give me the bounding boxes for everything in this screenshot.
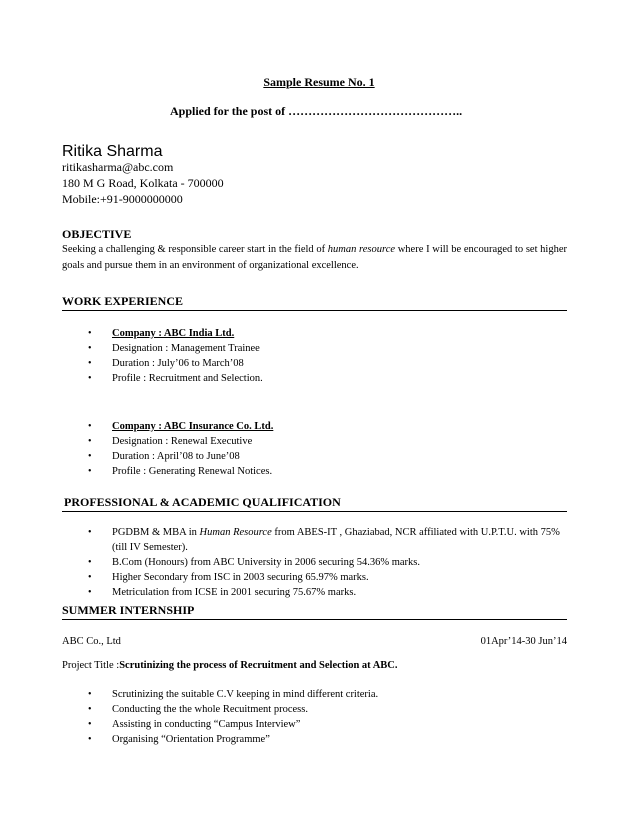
section-divider (62, 511, 567, 512)
objective-text-start: Seeking a challenging & responsible career start in the field of (62, 244, 328, 255)
list-item (88, 449, 568, 464)
objective-heading: OBJECTIVE (62, 227, 132, 241)
job-company: Company : ABC India Ltd. (112, 328, 235, 339)
job-profile: Profile : Generating Renewal Notices. (112, 466, 273, 477)
mobile-text: Mobile:+91-9000000000 (62, 192, 183, 206)
email-text: ritikasharma@abc.com (62, 160, 174, 174)
list-item (88, 341, 568, 356)
internship-points-list (88, 687, 568, 747)
internship-company-row (62, 636, 567, 647)
objective-text-emphasis: human resource (327, 244, 396, 255)
list-item (88, 356, 568, 371)
list-item (88, 717, 568, 732)
qualification-text: Metriculation from ICSE in 2001 securing 75.67% marks. (112, 587, 357, 598)
list-item (88, 687, 568, 702)
objective-text (62, 242, 567, 274)
list-item (88, 702, 568, 717)
qualification-text: from ABES-IT , Ghaziabad, NCR affiliated with U.P.T.U. with 75% (till IV Semester). (112, 527, 560, 553)
document-title: Sample Resume No. 1 (263, 75, 375, 89)
internship-dates: 01Apr’14-30 Jun’14 (480, 636, 567, 647)
list-item (88, 585, 568, 600)
qualification-text: B.Com (Honours) from ABC University in 2006 securing 54.36% marks. (112, 557, 420, 568)
job-designation: Designation : Renewal Executive (112, 436, 253, 447)
qualification-heading: PROFESSIONAL & ACADEMIC QUALIFICATION (64, 495, 341, 509)
project-title: Scrutinizing the process of Recruitment and Selection at ABC. (119, 660, 398, 671)
qualification-list (88, 525, 568, 600)
candidate-name: Ritika Sharma (62, 143, 163, 160)
section-divider (62, 310, 567, 311)
list-item (88, 555, 568, 570)
qualification-text: Higher Secondary from ISC in 2003 securing 65.97% marks. (112, 572, 369, 583)
section-divider (62, 619, 567, 620)
job-designation: Designation : Management Trainee (112, 343, 260, 354)
list-item (88, 434, 568, 449)
job-1-list (88, 326, 568, 386)
list-item (88, 732, 568, 747)
qualification-emphasis: Human Resource (199, 527, 272, 538)
project-label: Project Title : (62, 660, 120, 671)
internship-point: Scrutinizing the suitable C.V keeping in mind different criteria. (112, 689, 379, 700)
list-item (88, 371, 568, 386)
address-text: 180 M G Road, Kolkata - 700000 (62, 176, 224, 190)
internship-point: Organising “Orientation Programme” (112, 734, 270, 745)
list-item (88, 570, 568, 585)
job-duration: Duration : April’08 to June’08 (112, 451, 240, 462)
objective-text-end: where I will be encouraged to set higher goals and pursue them in an environment of organizational excellence. (62, 244, 568, 271)
project-title-row (62, 660, 398, 671)
internship-company: ABC Co., Ltd (62, 636, 121, 647)
job-profile: Profile : Recruitment and Selection. (112, 373, 263, 384)
internship-heading: SUMMER INTERNSHIP (62, 603, 195, 617)
internship-point: Assisting in conducting “Campus Interview” (112, 719, 301, 730)
list-item (88, 464, 568, 479)
list-item (88, 419, 568, 434)
internship-point: Conducting the the whole Recuitment process. (112, 704, 308, 715)
qualification-text: PGDBM & MBA in (112, 527, 200, 538)
job-company: Company : ABC Insurance Co. Ltd. (112, 421, 274, 432)
job-2-list (88, 419, 568, 479)
work-experience-heading: WORK EXPERIENCE (62, 294, 184, 308)
list-item (88, 326, 568, 341)
applied-post-line: Applied for the post of …………………………………….. (170, 104, 463, 118)
list-item (88, 525, 568, 555)
job-duration: Duration : July’06 to March’08 (112, 358, 244, 369)
